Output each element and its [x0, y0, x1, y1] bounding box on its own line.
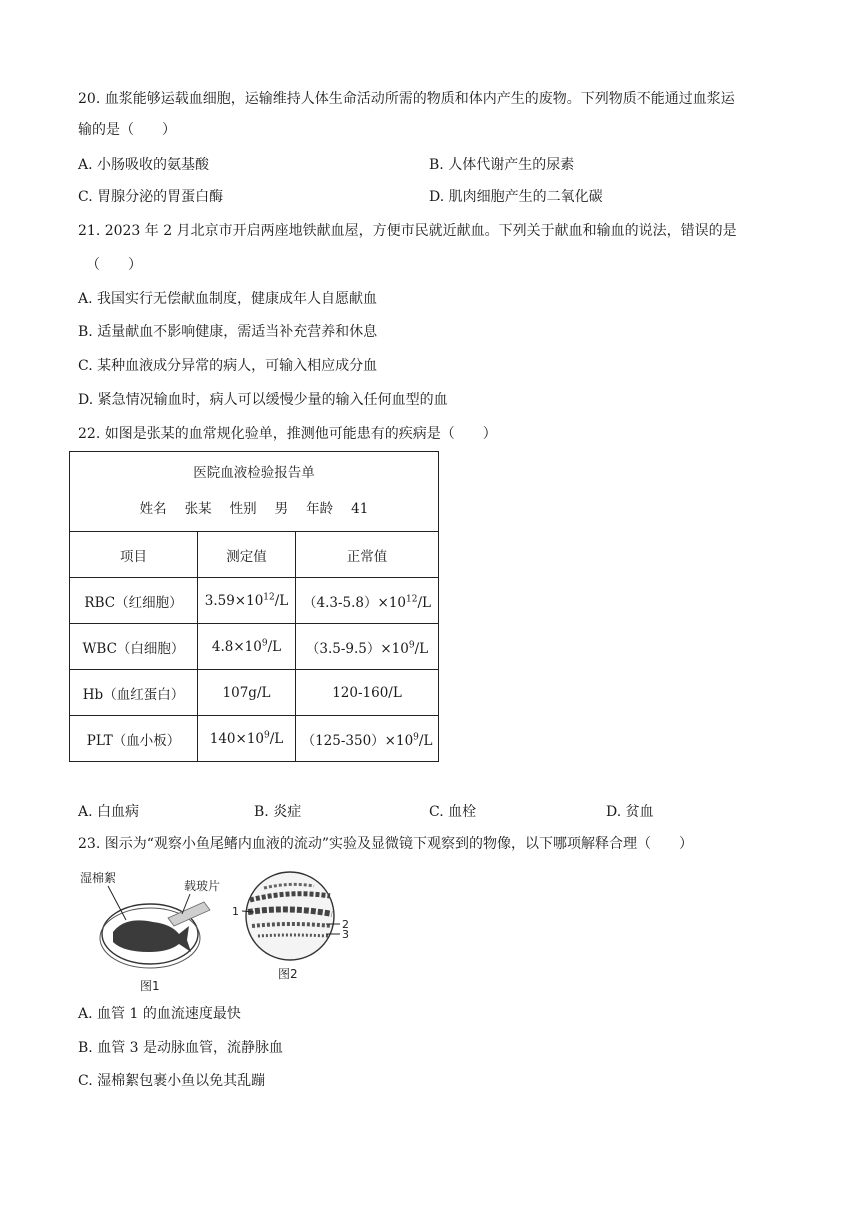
- label-wet-cotton: 湿棉絮: [80, 871, 117, 885]
- table-row: [70, 716, 439, 762]
- q23-option-b: B. 血管 3 是动脉血管，流静脉血: [78, 1040, 283, 1056]
- q20-option-d: D. 肌肉细胞产生的二氧化碳: [429, 189, 603, 205]
- row-item: PLT（血小板）: [70, 716, 198, 762]
- report-header: [70, 452, 439, 532]
- q21-stem-line1: 21. 2023 年 2 月北京市开启两座地铁献血屋，方便市民就近献血。下列关于献血和输血的说法，错误的是: [78, 223, 737, 239]
- figure2-caption: 图2: [278, 967, 298, 981]
- row-measured: $4.8\times 10^9/L$: [198, 624, 296, 670]
- figure1-dish: [80, 870, 220, 993]
- q22-stem: 22. 如图是张某的血常规化验单，推测他可能患有的疾病是（ ）: [78, 426, 497, 442]
- row-normal: $(125-350)\times 10^9/L$: [296, 716, 439, 762]
- fish-shape: [113, 920, 191, 952]
- age-label: 年龄: [306, 500, 334, 517]
- name-label: 姓名: [139, 500, 167, 517]
- q20-stem-line1: 20. 血浆能够运载血细胞，运输维持人体生命活动所需的物质和体内产生的废物。下列物质不能通过血浆运: [78, 91, 735, 107]
- table-row: [70, 670, 439, 716]
- q23-option-c: C. 湿棉絮包裹小鱼以免其乱蹦: [78, 1073, 266, 1089]
- figure1-caption: 图1: [140, 979, 160, 993]
- row-normal: 120-160/L: [296, 670, 439, 716]
- table-row: [70, 624, 439, 670]
- q20-stem-line2: 输的是（ ）: [78, 122, 176, 138]
- header-measured: 测定值: [198, 532, 296, 578]
- row-measured: $3.59\times 10^{12}/L$: [198, 578, 296, 624]
- table-row: [70, 578, 439, 624]
- age-value: 41: [351, 500, 369, 517]
- cover-slide: [168, 902, 210, 926]
- q23-option-a: A. 血管 1 的血流速度最快: [78, 1006, 241, 1022]
- row-normal: $(4.3-5.8)\times 10^{12}/L$: [296, 578, 439, 624]
- q21-option-b: B. 适量献血不影响健康，需适当补充营养和休息: [78, 324, 378, 340]
- label-vessel-1: 1: [232, 905, 239, 918]
- row-item: Hb（血红蛋白）: [70, 670, 198, 716]
- header-item: 项目: [70, 532, 198, 578]
- report-title: 医院血液检验报告单: [193, 464, 315, 481]
- q22-option-b: B. 炎症: [254, 804, 302, 820]
- row-item: WBC（白细胞）: [70, 624, 198, 670]
- row-item: RBC（红细胞）: [70, 578, 198, 624]
- q20-option-a: A. 小肠吸收的氨基酸: [78, 157, 210, 173]
- header-normal: 正常值: [296, 532, 439, 578]
- q21-option-c: C. 某种血液成分异常的病人，可输入相应成分血: [78, 358, 378, 374]
- fish-tail-experiment-figure: [78, 866, 378, 996]
- q21-option-d: D. 紧急情况输血时，病人可以缓慢少量的输入任何血型的血: [78, 392, 448, 408]
- sex-label: 性别: [229, 500, 257, 517]
- label-vessel-2: 2: [342, 918, 349, 931]
- q20-option-c: C. 胃腺分泌的胃蛋白酶: [78, 189, 224, 205]
- label-vessel-3: 3: [342, 928, 349, 941]
- q23-stem: 23. 图示为“观察小鱼尾鳍内血液的流动”实验及显微镜下观察到的物像，以下哪项解释合理（ ）: [78, 836, 694, 852]
- q22-option-a: A. 白血病: [78, 804, 140, 820]
- report-column-headers: [70, 532, 439, 578]
- blood-report-table: [69, 451, 439, 762]
- q21-option-a: A. 我国实行无偿献血制度，健康成年人自愿献血: [78, 291, 378, 307]
- q21-stem-line2: （ ）: [86, 257, 142, 273]
- label-slide: 载玻片: [184, 879, 221, 893]
- sex-value: 男: [274, 500, 289, 517]
- patient-info: [70, 497, 438, 517]
- row-measured: $140\times 10^9/L$: [198, 716, 296, 762]
- figure2-microscope-view: [232, 872, 349, 981]
- q20-option-b: B. 人体代谢产生的尿素: [429, 157, 575, 173]
- row-normal: $(3.5-9.5)\times 10^9/L$: [296, 624, 439, 670]
- name-value: 张某: [184, 500, 212, 517]
- q22-option-c: C. 血栓: [429, 804, 477, 820]
- q22-option-d: D. 贫血: [606, 804, 654, 820]
- row-measured: 107g/L: [198, 670, 296, 716]
